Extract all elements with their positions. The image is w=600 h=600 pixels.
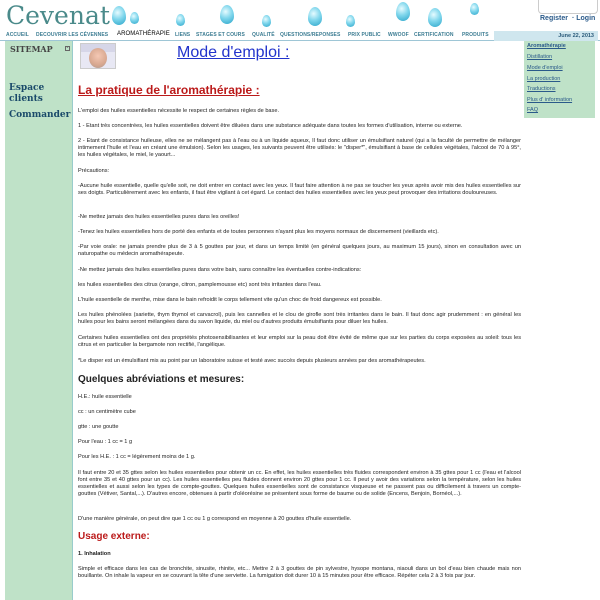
login-links bbox=[538, 15, 595, 22]
water-drop-icon bbox=[176, 14, 185, 26]
login-link[interactable]: · Login bbox=[571, 15, 596, 22]
subheading-inhalation: 1. Inhalation bbox=[78, 551, 111, 557]
section-title: La pratique de l'aromathérapie : bbox=[78, 83, 260, 97]
nav-item-accueil[interactable]: ACCUEIL bbox=[6, 32, 29, 38]
paragraph: Pour l'eau : 1 cc = 1 g bbox=[78, 439, 133, 445]
sidebar-item-faq[interactable]: FAQ bbox=[527, 107, 539, 113]
portrait-image bbox=[80, 43, 116, 69]
paragraph: cc : un centimètre cube bbox=[78, 409, 136, 415]
water-drop-icon bbox=[130, 12, 139, 24]
paragraph: -Ne mettez jamais des huiles essentielles pures dans votre bain, sans connaître les éventuelles contre-indications: bbox=[78, 267, 362, 273]
espace-clients-link[interactable]: Espace clients bbox=[9, 83, 45, 104]
water-drop-icon bbox=[308, 7, 322, 26]
left-sidebar bbox=[5, 41, 73, 600]
water-drop-icon bbox=[428, 8, 442, 27]
paragraph: Les huiles phénolées (sariette, thym thymol et carvacrol), puis les cannelles et le clou de girofle sont très irritantes dans le bain. Il faut donc agir prudemment : en général les huiles pour les bains seront mélangées dans du savon liquide, du miel ou d'autres produits émulsifiants pour diluer les huiles. bbox=[78, 312, 521, 325]
water-drop-icon bbox=[470, 3, 479, 15]
nav-item-certification[interactable]: CERTIFICATION bbox=[414, 32, 454, 38]
paragraph: L'emploi des huiles essentielles nécessite le respect de certaines règles de base. bbox=[78, 108, 280, 114]
paragraph: L'huile essentielle de menthe, mise dans le bain refroidit le corps tellement vite qu'un choc de froid dangereux est possible. bbox=[78, 297, 382, 303]
nav-item-stages[interactable]: STAGES ET COURS bbox=[196, 32, 245, 38]
paragraph: -Tenez les huiles essentielles hors de porté des enfants et de toutes personnes n'ayant plus les moyens normaux de discernement (vieillards etc). bbox=[78, 229, 439, 235]
water-drop-icon bbox=[220, 5, 234, 24]
sidebar-item-production[interactable]: La production bbox=[527, 76, 561, 82]
water-drop-icon bbox=[396, 2, 410, 21]
site-logo[interactable]: Cevenat bbox=[6, 1, 110, 30]
register-link[interactable]: Register bbox=[540, 15, 569, 22]
paragraph: Simple et efficace dans les cas de bronchite, sinusite, rhinite, etc... Mettre 2 à 3 gouttes de pin sylvestre, hysope montana, niaouli dans un bol d'eau bien chaude mais non bouillante. On inhale la vapeur en se couvrant la tête d'une serviette. La fumigation doit durer 10 à 15 minutes pour être efficace. Répéter cela 2 à 3 fois par jour. bbox=[78, 566, 521, 579]
subheading-abbreviations: Quelques abréviations et mesures: bbox=[78, 374, 245, 385]
sidebar-item-distillation[interactable]: Distillation bbox=[527, 54, 553, 60]
main-content bbox=[75, 41, 524, 600]
paragraph: -Par voie orale: ne jamais prendre plus de 3 à 5 gouttes par jour, et dans un temps limité (en général quelques jours, au maximum 15 jours), sinon en consultation avec un naturopathe ou médecin aromathérapeute. bbox=[78, 244, 521, 257]
nav-item-aromatherapie[interactable]: AROMATHÉRAPIE bbox=[117, 31, 170, 37]
commander-link[interactable]: Commander bbox=[9, 110, 71, 120]
page-title: Mode d'emploi : bbox=[177, 44, 290, 61]
paragraph: H.E.: huile essentielle bbox=[78, 394, 132, 400]
paragraph: 2 - Etant de consistance huileuse, elles ne se mélangent pas à l'eau ou à un liquide aqueux, Il faut donc utiliser un émulsifiant naturel (qui a la faculté de permettre de mélanger intimement l'huile et l'eau en créant une émulsion). Selon les usages, les suivants peuvent être utilisés: le "disper*", émulsifiant à base de cellules végétales, l'alcool de 70 à 95°, les huiles végétales, le miel, le yaourt... bbox=[78, 138, 521, 158]
paragraph: -Aucune huile essentielle, quelle qu'elle soit, ne doit entrer en contact avec les yeux. Il faut faire attention à ne pas se toucher les yeux après avoir mis des huiles essentielles sur ses doigts. Particulièrement avec les enfants, il faut être vigilant à cet égard. Le contact des huiles essentielles avec les yeux peut provoquer des irritations douloureuses. bbox=[78, 183, 521, 196]
sidebar-item-information[interactable]: Plus d' information bbox=[527, 97, 573, 103]
paragraph: 1 - Etant très concentrées, les huiles essentielles doivent être diluées dans une substance adéquate dans toutes les formes d'utilisation, interne ou externe. bbox=[78, 123, 463, 129]
nav-item-qualite[interactable]: QUALITÉ bbox=[252, 32, 275, 38]
sitemap-title[interactable]: SITEMAP bbox=[10, 44, 53, 54]
paragraph: Pour les H.E. : 1 cc = légèrement moins de 1 g. bbox=[78, 454, 196, 460]
water-drop-icon bbox=[112, 6, 126, 25]
nav-item-wwoof[interactable]: WWOOF bbox=[388, 32, 409, 38]
water-drop-icon bbox=[346, 15, 355, 27]
collapse-icon[interactable]: - bbox=[66, 45, 69, 51]
water-drop-icon bbox=[262, 15, 271, 27]
nav-item-prix[interactable]: PRIX PUBLIC bbox=[348, 32, 381, 38]
paragraph: *Le disper est un émulsifiant mis au point par un laboratoire suisse et testé avec succès depuis plusieurs années par des aromathérapeutes. bbox=[78, 358, 426, 364]
sidebar-item-aromatherapie[interactable]: Aromathérapie bbox=[527, 43, 566, 49]
header-panel bbox=[538, 0, 598, 14]
paragraph: -Ne mettez jamais des huiles essentielles pures dans les oreilles! bbox=[78, 214, 240, 220]
nav-item-liens[interactable]: LIENS bbox=[175, 32, 191, 38]
portrait-face bbox=[89, 48, 107, 68]
paragraph: Précautions: bbox=[78, 168, 110, 174]
paragraph: Certaines huiles essentielles ont des propriétés photosensibilisantes et leur emploi sur la peau doit être évité de même que sur les parties du corps exposées au soleil: tous les citrus et en particulier la bergamote non rectifié, l'angélique. bbox=[78, 335, 521, 348]
nav-item-decouvrir[interactable]: DECOUVRIR LES CÉVENNES bbox=[36, 32, 109, 38]
sidebar-item-mode-emploi[interactable]: Mode d'emploi bbox=[527, 65, 563, 71]
right-sidebar bbox=[524, 41, 595, 118]
nav-item-produits[interactable]: PRODUITS bbox=[462, 32, 489, 38]
nav-item-questions[interactable]: QUESTIONS/REPONSES bbox=[280, 32, 341, 38]
paragraph: Il faut entre 20 et 35 gttes selon les huiles essentielles pour obtenir un cc. En effet, les huiles essentielles très fluides correspondent environ à 35 gttes pour 1 cc (l'eau et l'alcool font entre 35 et 40 gttes pour un cc). Les huiles essentielles peu fluides donnent environ 20 gttes pour 1 cc. Il peut y avoir des variations selon la température, selon les huiles essentielles et aussi selon les types de compte-gouttes. Quelques huiles essentielles sont de consistance visqueuse et ne passent pas ou difficilement à travers un compte-gouttes (Vétiver, Santal,...). D'autres encore, obtenues à partir d'oléorésine se présentent sous forme de baume ou de solide (Encens, Benjoin, Bornéol,...). bbox=[78, 470, 521, 497]
current-date: June 22, 2013 bbox=[494, 31, 598, 41]
subheading-usage-externe: Usage externe: bbox=[78, 531, 150, 542]
sidebar-item-traductions[interactable]: Traductions bbox=[527, 86, 556, 92]
paragraph: les huiles essentielles des citrus (orange, citron, pamplemousse etc) sont très irritantes dans l'eau. bbox=[78, 282, 322, 288]
paragraph: gtte : une goutte bbox=[78, 424, 119, 430]
paragraph: D'une manière générale, on peut dire que 1 cc ou 1 g correspond en moyenne à 20 gouttes d'huile essentielle. bbox=[78, 516, 352, 522]
site-header bbox=[0, 0, 600, 30]
